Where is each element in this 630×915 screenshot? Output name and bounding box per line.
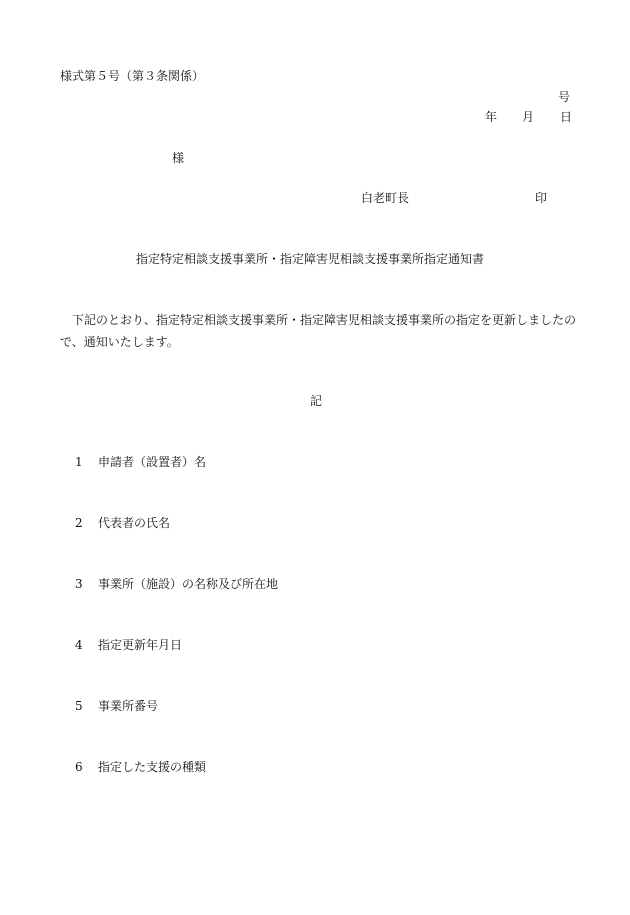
item-label: 事業所番号 [98,699,159,713]
item-number: 3 [75,577,83,591]
item-number: 4 [75,638,83,652]
issuer-title: 白老町長 [361,191,410,205]
item-label: 指定した支援の種類 [98,760,207,774]
form-label: 様式第５号（第３条関係） [60,69,205,83]
seal-mark: 印 [535,191,548,205]
document-title: 指定特定相談支援事業所・指定障害児相談支援事業所指定通知書 [136,252,485,266]
item-number: 2 [75,516,83,530]
number-suffix: 号 [558,90,571,104]
item-label: 申請者（設置者）名 [98,455,207,469]
body-text: 下記のとおり、指定特定相談支援事業所・指定障害児相談支援事業所の指定を更新しましたので、通知いたします。 [60,313,577,349]
ki-heading: 記 [310,394,323,408]
item-number: 6 [75,760,83,774]
date-year-label: 年 [485,110,498,124]
item-label: 指定更新年月日 [98,638,183,652]
date-day-label: 日 [560,110,573,124]
item-number: 5 [75,699,83,713]
date-month-label: 月 [522,110,535,124]
item-number: 1 [75,455,83,469]
item-label: 代表者の氏名 [98,516,171,530]
item-label: 事業所（施設）の名称及び所在地 [98,577,279,591]
recipient-suffix: 様 [172,151,185,165]
